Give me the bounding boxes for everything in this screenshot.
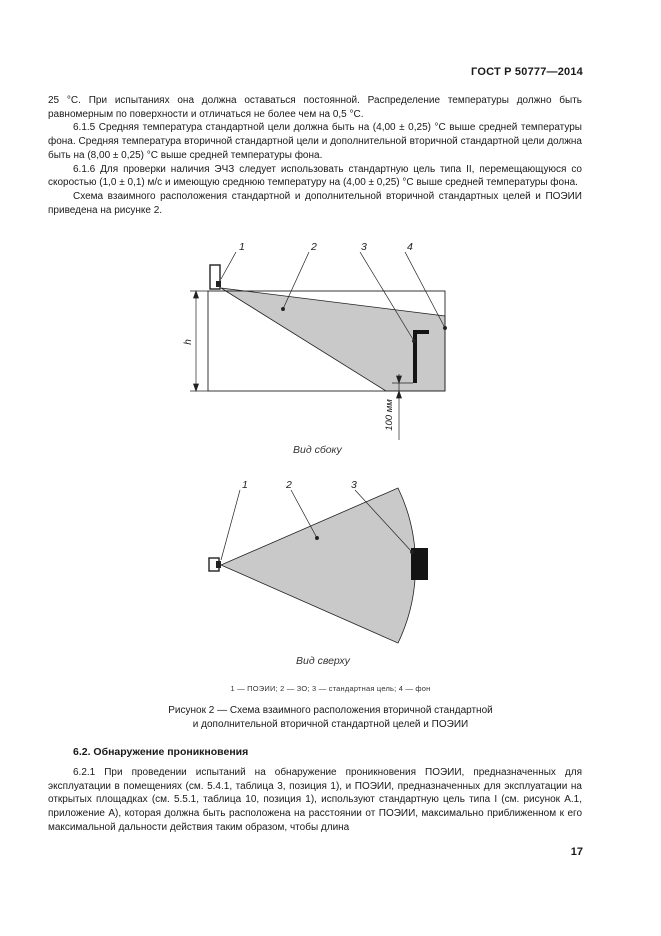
side-detection-zone — [221, 288, 445, 391]
top-view-caption: Вид сверху — [296, 655, 350, 667]
side-label-2: 2 — [311, 241, 317, 253]
top-sensor — [209, 558, 221, 571]
top-label-1: 1 — [242, 479, 248, 491]
paragraph-figure-reference: Схема взаимного расположения стандартной и дополнительной вторичной стандартных целей и ПОЭИИ приведена на рисунке 2. — [48, 190, 582, 216]
document-header: ГОСТ Р 50777—2014 — [471, 66, 583, 78]
paragraph-6-1-6: 6.1.6 Для проверки наличия ЭЧЗ следует использовать стандартную цель типа II, перемещающуюся со скоростью (1,0 ± 0,1) м/с и имеющую среднюю температуру на (4,00 ± 0,25) °С выше средней температуры фона. — [48, 163, 582, 189]
figure-caption — [0, 704, 661, 731]
distance-label: 100 мм — [384, 399, 395, 431]
side-view-diagram — [183, 241, 447, 440]
section-title: 6.2. Обнаружение проникновения — [73, 746, 249, 758]
side-sensor — [210, 265, 221, 289]
top-label-2: 2 — [286, 479, 292, 491]
side-label-4: 4 — [407, 241, 413, 253]
paragraph-6-2-1: 6.2.1 При проведении испытаний на обнаружение проникновения ПОЭИИ, предназначенных для эксплуатации в помещениях (см. 5.4.1, таблица 3, позиция 1), и ПОЭИИ, предназначенных для эксплуатации на открытых площадках (см. 5.5.1, таблица 10, позиция 1), используют стандартную цель типа I (см. рисунок А.1, приложение А), которая должна быть расположена на расстоянии от ПОЭИИ, максимально приближенном к его максимальной дальности действия таким образом, чтобы длина — [48, 767, 582, 833]
height-label: h — [183, 339, 194, 345]
figure-caption-line-2: и дополнительной вторичной стандартной целей и ПОЭИИ — [192, 718, 469, 730]
paragraph-6-1-5: 6.1.5 Средняя температура стандартной цели должна быть на (4,00 ± 0,25) °С выше средней температуры фона. Средняя температура вторичной стандартной цели и дополнительной вторичной стандартной цели должна быть на (8,00 ± 0,25) °С выше средней температуры фона. — [48, 122, 582, 161]
page-number: 17 — [570, 846, 583, 858]
paragraph-temperature-continued: 25 °С. При испытаниях она должна оставаться постоянной. Распределение температуры должно быть равномерным по поверхности и отличаться не более чем на 0,5 °С. — [48, 95, 582, 120]
side-view-caption: Вид сбоку — [293, 444, 342, 456]
section-text — [48, 766, 582, 835]
figure-legend: 1 — ПОЭИИ; 2 — ЗО; 3 — стандартная цель; 4 — фон — [230, 684, 431, 693]
figure-caption-line-1: Рисунок 2 — Схема взаимного расположения вторичной стандартной — [168, 705, 493, 716]
top-label-3: 3 — [351, 479, 357, 491]
top-detection-zone — [221, 488, 416, 643]
side-label-1: 1 — [239, 241, 245, 253]
side-label-3: 3 — [361, 241, 367, 253]
top-view-diagram — [209, 479, 428, 643]
